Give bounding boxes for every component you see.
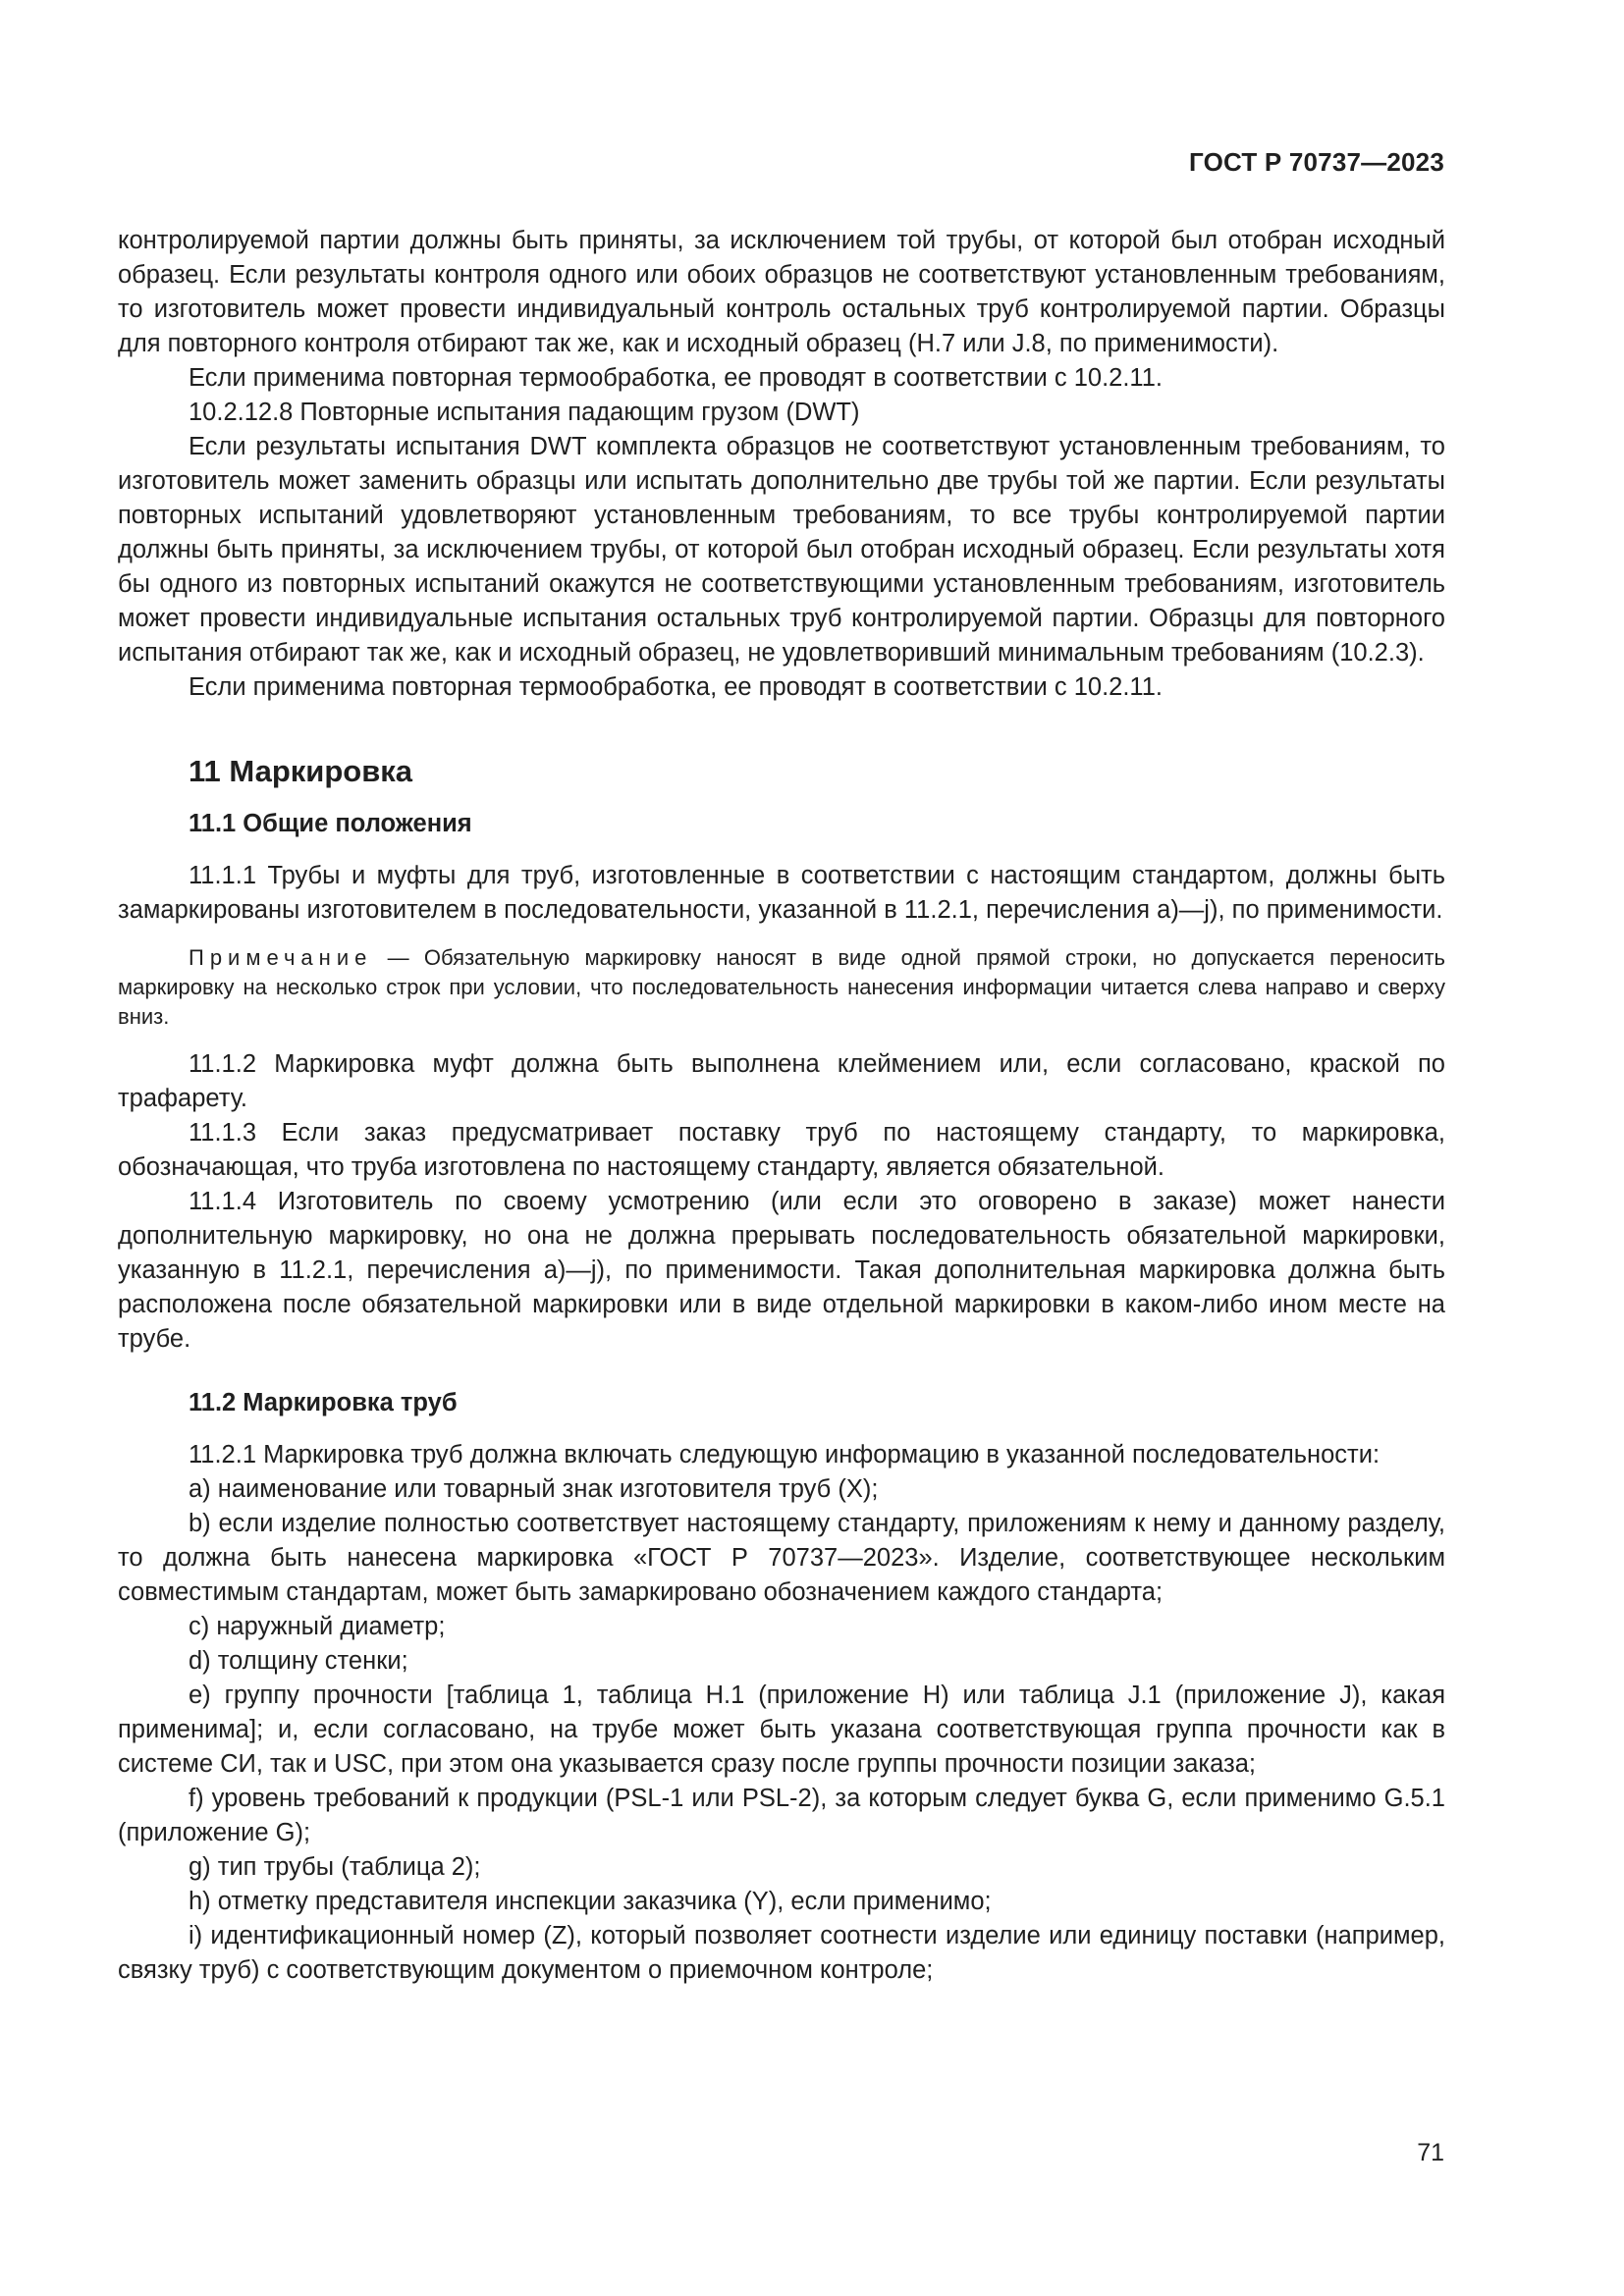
paragraph-11-2-1: 11.2.1 Маркировка труб должна включать следующую информацию в указанной последовательности: [189, 1441, 1380, 1468]
paragraph-heat-treatment-1: Если применима повторная термообработка, ее проводят в соответствии с 10.2.11. [189, 364, 1163, 392]
subsection-title-pipe-marking: 11.2 Маркировка труб [189, 1389, 458, 1416]
paragraph-11-1-4: 11.1.4 Изготовитель по своему усмотрению (или если это оговорено в заказе) может нанести дополнительную маркировку, но она не должна прерывать последовательность обязательной маркировки, указанную в 11.2.1, перечисления a)—j), по применимости. Такая дополнительная маркировка должна быть расположена после обязательной маркировки или в виде отдельной маркировки в каком-либо ином месте на трубе. [118, 1188, 1445, 1353]
note [118, 943, 1445, 1032]
list-item-c: c) наружный диаметр; [189, 1613, 446, 1640]
paragraph-heat-treatment-2: Если применима повторная термообработка, ее проводят в соответствии с 10.2.11. [189, 673, 1163, 701]
paragraph-dwt-heading: 10.2.12.8 Повторные испытания падающим грузом (DWT) [189, 399, 860, 426]
note-label: Примечание [189, 945, 373, 970]
document-code-header: ГОСТ Р 70737—2023 [1189, 147, 1444, 177]
list-item-i: i) идентификационный номер (Z), который позволяет соотнести изделие или единицу поставки (например, связку труб) с соответствующим документом о приемочном контроле; [118, 1922, 1445, 1984]
section-title-marking: 11 Маркировка [189, 754, 413, 788]
list-item-d: d) толщину стенки; [189, 1647, 408, 1675]
paragraph-continuation: контролируемой партии должны быть приняты, за исключением той трубы, от которой был отобран исходный образец. Если результаты контроля одного или обоих образцов не соответствуют установленным требованиям, то изготовитель может провести индивидуальный контроль остальных труб контролируемой партии. Образцы для повторного контроля отбирают так же, как и исходный образец (H.7 или J.8, по применимости). [118, 227, 1445, 357]
list-item-f: f) уровень требований к продукции (PSL-1 или PSL-2), за которым следует буква G, если применимо G.5.1 (приложение G); [118, 1785, 1445, 1846]
list-item-a: a) наименование или товарный знак изготовителя труб (X); [189, 1475, 879, 1503]
note-text: — Обязательную маркировку наносят в виде одной прямой строки, но допускается переносить маркировку на несколько строк при условии, что последовательность нанесения информации читается слева направо и сверху вниз. [118, 945, 1445, 1029]
list-item-b: b) если изделие полностью соответствует настоящему стандарту, приложениям к нему и данному разделу, то должна быть нанесена маркировка «ГОСТ Р 70737—2023». Изделие, соответствующее нескольким совместимым стандартам, может быть замаркировано обозначением каждого стандарта; [118, 1510, 1445, 1606]
list-item-h: h) отметку представителя инспекции заказчика (Y), если применимо; [189, 1888, 992, 1915]
list-item-e: e) группу прочности [таблица 1, таблица H.1 (приложение H) или таблица J.1 (приложение J), какая применима]; и, если согласовано, на трубе может быть указана соответствующая группа прочности как в системе СИ, так и USC, при этом она указывается сразу после группы прочности позиции заказа; [118, 1682, 1445, 1778]
document-body [118, 224, 1445, 1988]
paragraph-11-1-3: 11.1.3 Если заказ предусматривает поставку труб по настоящему стандарту, то маркировка, обозначающая, что труба изготовлена по настоящему стандарту, является обязательной. [118, 1119, 1445, 1181]
page-number: 71 [1417, 2139, 1444, 2166]
list-item-g: g) тип трубы (таблица 2); [189, 1853, 481, 1881]
paragraph-11-1-1: 11.1.1 Трубы и муфты для труб, изготовленные в соответствии с настоящим стандартом, должны быть замаркированы изготовителем в последовательности, указанной в 11.2.1, перечисления a)—j), по применимости. [118, 862, 1445, 924]
subsection-title-general: 11.1 Общие положения [189, 810, 472, 837]
paragraph-11-1-2: 11.1.2 Маркировка муфт должна быть выполнена клеймением или, если согласовано, краской по трафарету. [118, 1050, 1445, 1112]
paragraph-dwt-body: Если результаты испытания DWT комплекта образцов не соответствуют установленным требованиям, то изготовитель может заменить образцы или испытать дополнительно две трубы той же партии. Если результаты повторных испытаний удовлетворяют установленным требованиям, то все трубы контролируемой партии должны быть приняты, за исключением трубы, от которой был отобран исходный образец. Если результаты хотя бы одного из повторных испытаний окажутся не соответствующими установленным требованиям, изготовитель может провести индивидуальные испытания остальных труб контролируемой партии. Образцы для повторного испытания отбирают так же, как и исходный образец, не удовлетворивший минимальным требованиям (10.2.3). [118, 433, 1445, 667]
